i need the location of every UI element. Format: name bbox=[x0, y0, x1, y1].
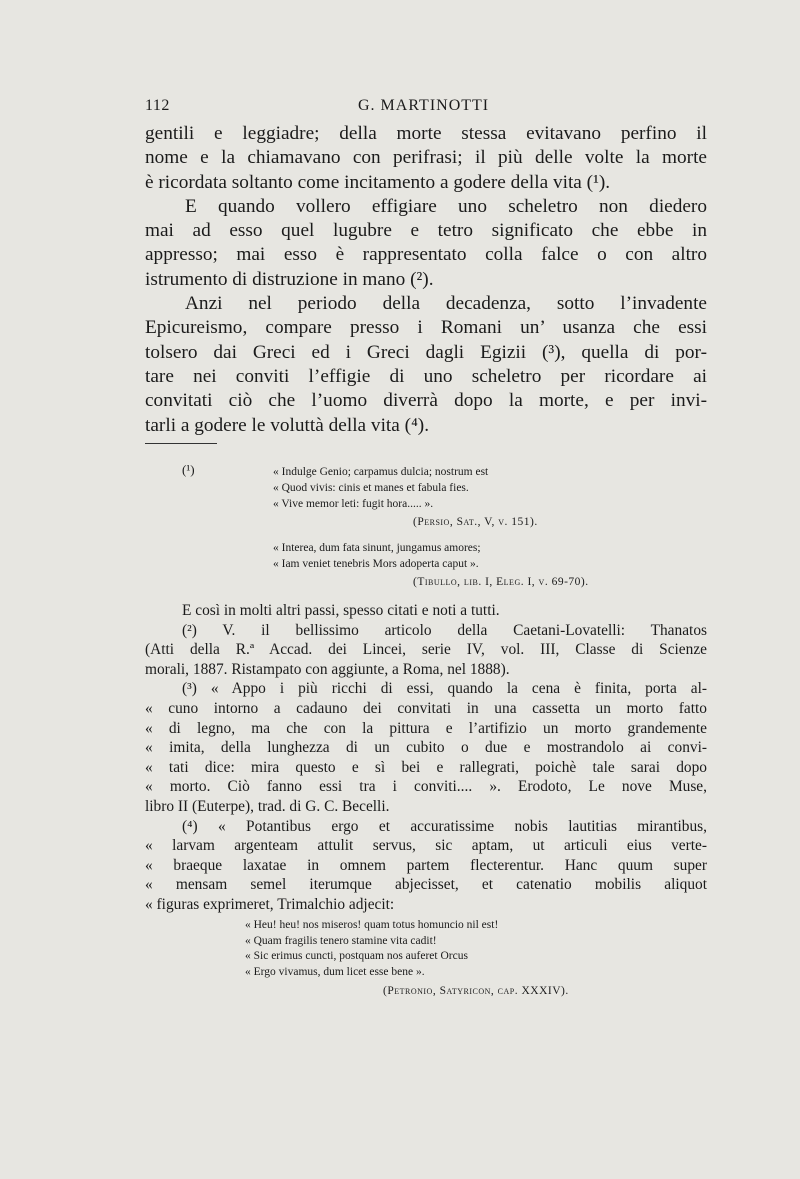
verse-line: « Indulge Genio; carpamus dulcia; nostrum est bbox=[273, 466, 489, 478]
text-line: tare nei conviti l’effigie di uno scheletro per ricordare ai bbox=[145, 365, 707, 387]
text-line: Anzi nel periodo della decadenza, sotto l’invadente bbox=[185, 293, 707, 315]
note-line: « larvam argenteam attulit servus, sic aptam, ut articuli eius verte- bbox=[145, 837, 707, 855]
text-line: gentili e leggiadre; della morte stessa evitavano perfino il bbox=[145, 123, 707, 144]
text-line: mai ad esso quel lugubre e tetro significato che ebbe in bbox=[145, 220, 707, 242]
page-number: 112 bbox=[145, 97, 170, 114]
verse-line: « Interea, dum fata sinunt, jungamus amores; bbox=[273, 542, 481, 554]
text-line: E quando vollero effigiare uno scheletro non diedero bbox=[185, 195, 707, 217]
verse-quote bbox=[273, 464, 713, 590]
note-line: (Atti della R.ª Accad. dei Lincei, serie IV, vol. III, Classe di Scienze bbox=[145, 641, 707, 659]
note-line: « imita, della lunghezza di un cubito o due e mostrandolo ai convi- bbox=[145, 739, 707, 757]
text-line: tarli a godere le voluttà della vita (⁴). bbox=[145, 414, 430, 436]
note-line: E così in molti altri passi, spesso citati e noti a tutti. bbox=[182, 602, 500, 619]
note-line: « tati dice: mira questo e sì bei e rallegrati, poichè tale sarai dopo bbox=[145, 758, 707, 776]
verse-line: « Sic erimus cuncti, postquam nos auferet Orcus bbox=[245, 950, 468, 963]
citation: (Petronio, Satyricon, cap. XXXIV). bbox=[383, 985, 569, 998]
note-line: (⁴) « Potantibus ergo et accuratissime nobis lautitias mirantibus, bbox=[182, 817, 707, 835]
note-line: libro II (Euterpe), trad. di G. C. Becelli. bbox=[145, 797, 390, 815]
note-line: « cuno intorno a cadauno dei convitati in una cassetta un morto fatto bbox=[145, 699, 707, 717]
citation: (Persio, Sat., V, v. 151). bbox=[413, 516, 538, 528]
note-line: morali, 1887. Ristampato con aggiunte, a Roma, nel 1888). bbox=[145, 660, 510, 678]
text-line: istrumento di distruzione in mano (²). bbox=[145, 268, 434, 290]
text-line: è ricordata soltanto come incitamento a godere della vita (¹). bbox=[145, 171, 611, 193]
note-line: « figuras exprimeret, Trimalchio adjecit: bbox=[145, 895, 395, 913]
footnote-marker: (¹) bbox=[182, 462, 195, 477]
note-line: « braeque laxatae in omnem partem flecterentur. Hanc quum super bbox=[145, 856, 707, 874]
note-line: « di legno, ma che con la pittura e l’artifizio un morto grandemente bbox=[145, 719, 707, 737]
text-line: nome e la chiamavano con perifrasi; il più delle volte la morte bbox=[145, 147, 707, 169]
footnote-separator bbox=[145, 443, 217, 444]
verse-quote-petronio bbox=[245, 918, 705, 1000]
footnotes bbox=[145, 601, 707, 915]
note-line: (³) « Appo i più ricchi di essi, quando la cena è finita, porta al- bbox=[182, 680, 707, 698]
note-line: « mensam semel iterumque abjecisset, et catenatio mobilis aliquot bbox=[145, 876, 707, 894]
text-line: appresso; mai esso è rappresentato colla falce o con altro bbox=[145, 244, 707, 266]
verse-line: « Iam veniet tenebris Mors adoperta caput ». bbox=[273, 558, 479, 570]
main-text bbox=[145, 122, 707, 438]
note-line: « morto. Ciò fanno essi tra i conviti.... ». Erodoto, Le nove Muse, bbox=[145, 778, 707, 796]
verse-line: « Quam fragilis tenero stamine vita cadit! bbox=[245, 934, 437, 947]
text-line: tolsero dai Greci ed i Greci dagli Egizii (³), quella di por- bbox=[145, 341, 707, 363]
citation: (Tibullo, lib. I, Eleg. I, v. 69-70). bbox=[413, 576, 589, 588]
verse-line: « Heu! heu! nos miseros! quam totus homuncio nil est! bbox=[245, 919, 499, 931]
note-line: (²) V. il bellissimo articolo della Caetani-Lovatelli: Thanatos bbox=[182, 621, 707, 639]
running-head-author: G. MARTINOTTI bbox=[358, 97, 490, 114]
text-line: convitati ciò che l’uomo diverrà dopo la morte, e per invi- bbox=[145, 390, 707, 412]
verse-line: « Vive memor leti: fugit hora..... ». bbox=[273, 498, 434, 510]
verse-line: « Quod vivis: cinis et manes et fabula fies. bbox=[273, 482, 469, 494]
verse-line: « Ergo vivamus, dum licet esse bene ». bbox=[245, 965, 425, 978]
text-line: Epicureismo, compare presso i Romani un’ usanza che essi bbox=[145, 317, 707, 339]
